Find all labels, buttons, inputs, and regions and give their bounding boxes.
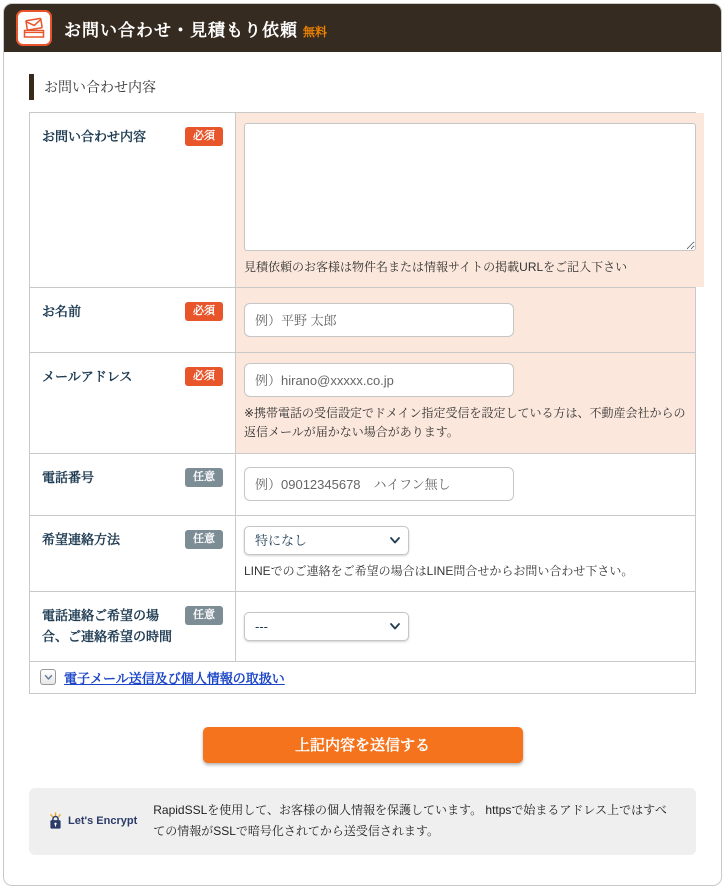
label-cell <box>30 288 236 352</box>
ssl-notice <box>29 788 696 855</box>
privacy-row <box>30 662 295 693</box>
contact-form-card <box>3 3 722 886</box>
label-cell <box>30 592 236 661</box>
field-label: お問い合わせ内容 <box>42 129 147 144</box>
form-row-contact-method <box>30 516 695 592</box>
required-badge: 必須 <box>185 127 223 146</box>
form-row-inquiry <box>30 113 695 288</box>
field-label: 電話連絡ご希望の場合、ご連絡希望の時間 <box>42 607 173 645</box>
form-row-contact-time <box>30 592 695 662</box>
contact-form-table <box>29 112 696 694</box>
form-row-email <box>30 353 695 453</box>
mail-icon-badge <box>16 10 52 46</box>
ssl-notice-text: RapidSSLを使用して、お客様の個人情報を保護しています。 httpsで始まるアドレス上ではすべての情報がSSLで暗号化されてから送受信されます。 <box>153 802 667 839</box>
inquiry-note: 見積依頼のお客様は物件名または情報サイトの掲載URLをご記入下さい <box>244 260 628 274</box>
required-badge: 必須 <box>185 302 223 321</box>
chevron-down-icon <box>44 673 53 682</box>
optional-badge: 任意 <box>185 468 223 487</box>
free-badge: 無料 <box>303 24 328 39</box>
expand-toggle[interactable] <box>40 669 56 685</box>
optional-badge: 任意 <box>185 530 223 549</box>
field-label: 電話番号 <box>42 469 95 485</box>
form-row-name <box>30 288 695 353</box>
field-cell <box>236 592 695 661</box>
privacy-policy-link[interactable]: 電子メール送信及び個人情報の取扱い <box>64 670 285 686</box>
contact-method-note: LINEでのご連絡をご希望の場合はLINE問合せからお問い合わせ下さい。 <box>244 563 634 578</box>
email-note: ※携帯電話の受信設定でドメイン指定受信を設定している方は、不動産会社からの返信メールが届かない場合があります。 <box>244 406 686 440</box>
form-header <box>4 4 721 52</box>
page-title: お問い合わせ・見積もり依頼 <box>64 20 298 40</box>
label-cell <box>30 353 236 452</box>
required-badge: 必須 <box>185 367 223 386</box>
field-cell <box>236 113 704 287</box>
lets-encrypt-logo-text: Let's Encrypt <box>68 815 138 828</box>
submit-button[interactable]: 上記内容を送信する <box>203 727 523 763</box>
lets-encrypt-logo <box>47 812 137 830</box>
inquiry-textarea[interactable] <box>244 123 696 251</box>
field-cell <box>236 454 695 515</box>
email-input[interactable] <box>244 363 514 397</box>
field-cell <box>236 516 695 591</box>
field-cell <box>236 288 695 352</box>
field-label: お名前 <box>42 304 82 320</box>
contact-method-select[interactable] <box>244 526 409 555</box>
name-input[interactable] <box>244 303 514 337</box>
mail-inbox-icon <box>21 15 47 41</box>
label-cell <box>30 454 236 515</box>
form-row-privacy <box>30 662 695 693</box>
field-label: メールアドレス <box>42 369 133 385</box>
contact-time-select[interactable] <box>244 612 409 641</box>
field-cell <box>236 353 695 452</box>
form-row-phone <box>30 454 695 516</box>
lets-encrypt-lock-icon <box>47 812 64 830</box>
field-label: 希望連絡方法 <box>42 531 121 547</box>
section-title: お問い合わせ内容 <box>29 74 696 100</box>
phone-input[interactable] <box>244 467 514 501</box>
label-cell <box>30 113 236 287</box>
label-cell <box>30 516 236 591</box>
optional-badge: 任意 <box>185 606 223 625</box>
